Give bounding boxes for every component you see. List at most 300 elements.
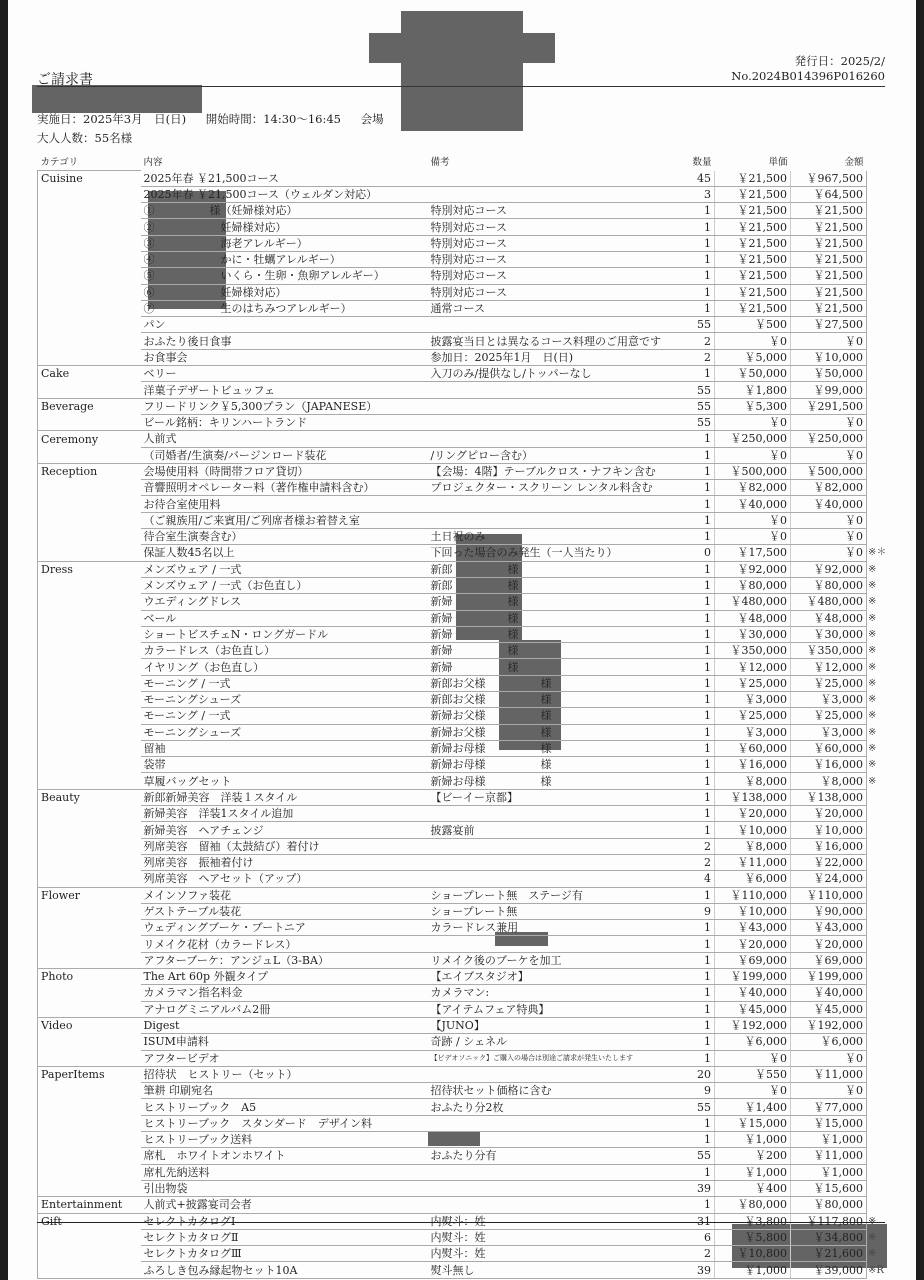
amount-cell (791, 300, 867, 316)
content-cell: ISUM申請料 (141, 1034, 428, 1050)
price-cell: ￥20,000 (715, 936, 791, 952)
amount-cell (791, 594, 877, 610)
note-cell: 披露宴当日とは異なるコース料理のご用意です (428, 333, 683, 349)
qty-cell: 1 (683, 1050, 715, 1066)
table-row (38, 985, 867, 1001)
amount-value: ￥11,000 (813, 1067, 863, 1081)
price-cell: ￥0 (715, 447, 791, 463)
table-row (38, 1197, 867, 1213)
amount-cell (791, 1246, 877, 1262)
amount-cell (791, 659, 877, 675)
amount-value: ￥45,000 (813, 1002, 863, 1016)
price-cell: ￥0 (715, 512, 791, 528)
price-cell: ￥500,000 (715, 463, 791, 479)
qty-cell: 1 (683, 822, 715, 838)
table-row (38, 1050, 867, 1066)
amount-value: ￥6,000 (820, 1035, 863, 1049)
category-cell (38, 1246, 141, 1262)
remark-mark: ※ (868, 628, 877, 640)
content-cell: ベール (141, 610, 428, 626)
amount-value: ￥480,000 (806, 595, 863, 609)
content-cell: 待合室生演奏含む） (141, 529, 428, 545)
header-content: 内容 (143, 157, 163, 169)
category-cell (38, 317, 141, 333)
qty-cell: 1 (683, 659, 715, 675)
table-row (38, 447, 867, 463)
qty-cell: 9 (683, 1083, 715, 1099)
remark-mark: ※ (868, 677, 877, 689)
content-cell: モーニング / 一式 (141, 675, 428, 691)
table-row (38, 251, 867, 267)
amount-cell (791, 952, 867, 968)
table-row (38, 349, 867, 365)
category-cell (38, 186, 141, 202)
table-row (38, 268, 867, 284)
category-cell (38, 1229, 141, 1245)
qty-cell: 2 (683, 349, 715, 365)
note-cell (428, 431, 683, 447)
table-header-row (38, 155, 867, 171)
qty-cell: 1 (683, 1017, 715, 1033)
table-row (38, 480, 867, 496)
content-cell: 新婦美容 ヘアチェンジ (141, 822, 428, 838)
qty-cell: 1 (683, 806, 715, 822)
amount-cell (791, 251, 867, 267)
content-cell: 袋帯 (141, 757, 428, 773)
content-cell: 招待状 ヒストリー（セット） (141, 1066, 428, 1082)
redacted-block (401, 63, 523, 131)
price-cell: ￥200 (715, 1148, 791, 1164)
amount-cell (791, 1066, 867, 1082)
qty-cell: 1 (683, 577, 715, 593)
price-cell: ￥1,000 (715, 1132, 791, 1148)
amount-cell (791, 284, 867, 300)
content-cell: アフタービデオ (141, 1050, 428, 1066)
content-cell: フリードリンク￥5,300プラン（JAPANESE） (141, 398, 428, 414)
note-cell (428, 382, 683, 398)
amount-value: ￥0 (845, 416, 863, 430)
note-cell: 特別対応コース (428, 235, 683, 251)
category-cell (38, 1148, 141, 1164)
invoice-table (37, 155, 887, 1279)
amount-cell (791, 610, 877, 626)
price-cell: ￥1,000 (715, 1164, 791, 1180)
amount-value: ￥16,000 (813, 758, 863, 772)
amount-value: ￥60,000 (813, 742, 863, 756)
price-cell: ￥5,800 (715, 1229, 791, 1245)
amount-value: ￥0 (845, 334, 863, 348)
content-cell: ② 妊婦様対応） (141, 219, 428, 235)
content-cell: ③ 海老アレルギー） (141, 235, 428, 251)
qty-cell: 4 (683, 871, 715, 887)
price-cell: ￥0 (715, 333, 791, 349)
amount-value: ￥21,500 (813, 236, 863, 250)
category-cell (38, 838, 141, 854)
category-cell (38, 545, 141, 561)
amount-cell (791, 1197, 867, 1213)
amount-value: ￥20,000 (813, 937, 863, 951)
price-cell: ￥400 (715, 1180, 791, 1196)
content-cell: カメラマン指名料金 (141, 985, 428, 1001)
qty-cell: 1 (683, 1132, 715, 1148)
table-row (38, 920, 867, 936)
amount-value: ￥21,500 (813, 220, 863, 234)
price-cell: ￥92,000 (715, 561, 791, 577)
amount-cell (791, 512, 867, 528)
category-cell (38, 952, 141, 968)
table-body (38, 171, 887, 1279)
document-title: ご請求書 (37, 72, 93, 88)
category-cell: Beverage (38, 398, 141, 414)
table-row (38, 1246, 867, 1262)
remark-mark: ※ (868, 563, 877, 575)
qty-cell: 2 (683, 333, 715, 349)
qty-cell: 1 (683, 529, 715, 545)
amount-value: ￥99,000 (813, 383, 863, 397)
amount-cell (791, 480, 867, 496)
table-row (38, 1262, 867, 1278)
table-row (38, 333, 867, 349)
header-category: カテゴリ (40, 157, 79, 168)
amount-value: ￥11,000 (813, 1149, 863, 1163)
qty-cell: 1 (683, 1197, 715, 1213)
note-cell: 新婦 様 (428, 594, 683, 610)
table-row (38, 171, 867, 187)
category-cell (38, 1034, 141, 1050)
table-row (38, 512, 867, 528)
amount-cell (791, 366, 867, 382)
price-cell: ￥0 (715, 1050, 791, 1066)
amount-value: ￥1,000 (820, 1133, 863, 1147)
qty-cell: 6 (683, 1229, 715, 1245)
amount-value: ￥110,000 (806, 888, 863, 902)
amount-value: ￥3,000 (820, 693, 863, 707)
category-cell (38, 414, 141, 430)
content-cell: Digest (141, 1017, 428, 1033)
note-cell: 【ビーイー京都】 (428, 789, 683, 805)
note-cell: リメイク後のブーケを加工 (428, 952, 683, 968)
amount-cell (791, 268, 867, 284)
table-row (38, 496, 867, 512)
price-cell: ￥5,000 (715, 349, 791, 365)
category-cell (38, 1083, 141, 1099)
table-row (38, 1034, 867, 1050)
header-qty: 数量 (692, 157, 712, 169)
amount-cell (791, 969, 867, 985)
qty-cell: 1 (683, 969, 715, 985)
category-cell (38, 268, 141, 284)
note-cell (428, 414, 683, 430)
remark-mark: ※ (868, 661, 877, 673)
table-row (38, 594, 867, 610)
category-cell: Dress (38, 561, 141, 577)
category-cell: Gift (38, 1213, 141, 1229)
qty-cell: 1 (683, 431, 715, 447)
category-cell (38, 871, 141, 887)
amount-value: ￥0 (845, 513, 863, 527)
note-cell (428, 1115, 683, 1131)
table-row (38, 692, 867, 708)
note-cell: 内熨斗：姓 (428, 1229, 683, 1245)
table-row (38, 789, 867, 805)
issue-date: 発行日：2025/2/ (794, 54, 885, 68)
content-cell: 保証人数45名以上 (141, 545, 428, 561)
content-cell: 列席美容 留袖（太鼓結び）着付け (141, 838, 428, 854)
remark-mark: ※ (868, 1231, 877, 1243)
category-cell (38, 1001, 141, 1017)
qty-cell: 1 (683, 561, 715, 577)
note-cell (428, 838, 683, 854)
note-cell: 下回った場合のみ発生（一人当たり） (428, 545, 683, 561)
qty-cell: 55 (683, 414, 715, 430)
table-row (38, 577, 867, 593)
price-cell: ￥21,500 (715, 300, 791, 316)
content-cell: ヒストリーブック A5 (141, 1099, 428, 1115)
qty-cell: 2 (683, 854, 715, 870)
qty-cell: 1 (683, 594, 715, 610)
amount-cell (791, 789, 867, 805)
table-row (38, 545, 867, 561)
note-cell: 新婦お母様 様 (428, 757, 683, 773)
amount-value: ￥40,000 (813, 986, 863, 1000)
table-row (38, 561, 867, 577)
qty-cell: 0 (683, 545, 715, 561)
amount-value: ￥12,000 (813, 660, 863, 674)
start-time: 開始時間：14:30～16:45 (205, 112, 342, 126)
remark-mark: ※ (868, 596, 877, 608)
amount-cell (791, 626, 877, 642)
category-cell (38, 854, 141, 870)
category-cell (38, 822, 141, 838)
table-row (38, 757, 867, 773)
category-cell (38, 626, 141, 642)
amount-value: ￥21,500 (813, 302, 863, 316)
amount-value: ￥25,000 (813, 709, 863, 723)
price-cell: ￥6,000 (715, 1034, 791, 1050)
amount-cell (791, 692, 877, 708)
amount-cell (791, 936, 867, 952)
amount-value: ￥117,800 (806, 1214, 863, 1228)
price-cell: ￥6,000 (715, 871, 791, 887)
amount-cell (791, 740, 877, 756)
category-cell (38, 903, 141, 919)
content-cell: ④ かに・牡蠣アレルギー） (141, 251, 428, 267)
category-cell (38, 936, 141, 952)
price-cell: ￥0 (715, 414, 791, 430)
content-cell: リメイク花材（カラードレス） (141, 936, 428, 952)
price-cell: ￥30,000 (715, 626, 791, 642)
table-row (38, 300, 867, 316)
amount-cell (791, 1017, 867, 1033)
content-cell: ⑥ 妊婦様対応） (141, 284, 428, 300)
qty-cell: 1 (683, 643, 715, 659)
amount-cell (791, 1229, 877, 1245)
note-cell: おふたり分2枚 (428, 1099, 683, 1115)
note-cell (428, 512, 683, 528)
table-row (38, 463, 867, 479)
price-cell: ￥12,000 (715, 659, 791, 675)
category-cell (38, 203, 141, 219)
table-row (38, 854, 867, 870)
qty-cell: 1 (683, 251, 715, 267)
price-cell: ￥25,000 (715, 675, 791, 691)
amount-cell (791, 561, 877, 577)
price-cell: ￥0 (715, 1083, 791, 1099)
content-cell: メインソファ装花 (141, 887, 428, 903)
header-note: 備考 (430, 157, 450, 169)
note-cell: 熨斗無し (428, 1262, 683, 1278)
note-cell: 新郎 様 (428, 561, 683, 577)
amount-value: ￥25,000 (813, 676, 863, 690)
category-cell (38, 251, 141, 267)
category-cell (38, 773, 141, 789)
amount-cell (791, 398, 867, 414)
qty-cell: 1 (683, 512, 715, 528)
amount-value: ￥64,500 (813, 187, 863, 201)
amount-value: ￥8,000 (820, 774, 863, 788)
price-cell: ￥40,000 (715, 496, 791, 512)
table-row (38, 1229, 867, 1245)
note-cell (428, 317, 683, 333)
note-cell: 内熨斗：姓 (428, 1246, 683, 1262)
price-cell: ￥350,000 (715, 643, 791, 659)
amount-cell (791, 871, 867, 887)
qty-cell: 1 (683, 463, 715, 479)
qty-cell: 1 (683, 952, 715, 968)
remark-mark: ※＊ (868, 547, 887, 559)
qty-cell: 55 (683, 398, 715, 414)
amount-value: ￥350,000 (806, 644, 863, 658)
content-cell: モーニング / 一式 (141, 708, 428, 724)
redacted-block (401, 11, 523, 33)
table-row (38, 610, 867, 626)
note-cell: 通常コース (428, 300, 683, 316)
content-cell: 列席美容 振袖着付け (141, 854, 428, 870)
amount-value: ￥16,000 (813, 839, 863, 853)
qty-cell: 3 (683, 186, 715, 202)
qty-cell: 1 (683, 268, 715, 284)
amount-value: ￥39,000 (813, 1263, 863, 1277)
remark-mark: ※ (868, 1215, 877, 1227)
amount-cell (791, 1180, 867, 1196)
amount-cell (791, 806, 867, 822)
note-cell (428, 1197, 683, 1213)
content-cell: ウェディングブーケ・ブートニア (141, 920, 428, 936)
price-cell: ￥11,000 (715, 854, 791, 870)
qty-cell: 1 (683, 626, 715, 642)
note-cell: 特別対応コース (428, 251, 683, 267)
amount-cell (791, 838, 867, 854)
price-cell: ￥10,000 (715, 903, 791, 919)
note-cell: 特別対応コース (428, 268, 683, 284)
price-cell: ￥48,000 (715, 610, 791, 626)
price-cell: ￥15,000 (715, 1115, 791, 1131)
qty-cell: 1 (683, 447, 715, 463)
category-cell (38, 235, 141, 251)
note-cell (428, 1132, 683, 1148)
content-cell: 新郎新婦美容 洋装１スタイル (141, 789, 428, 805)
note-cell: 新婦 様 (428, 659, 683, 675)
content-cell: 草履バッグセット (141, 773, 428, 789)
content-cell: ⑦ 生のはちみつアレルギー） (141, 300, 428, 316)
table-row (38, 284, 867, 300)
qty-cell: 1 (683, 773, 715, 789)
table-row (38, 643, 867, 659)
category-cell (38, 333, 141, 349)
amount-value: ￥30,000 (813, 627, 863, 641)
amount-cell (791, 219, 867, 235)
table-row (38, 1001, 867, 1017)
price-cell: ￥21,500 (715, 235, 791, 251)
category-cell: Cake (38, 366, 141, 382)
note-cell: 新婦 様 (428, 626, 683, 642)
content-cell: （司婚者/生演奏/バージンロード装花 (141, 447, 428, 463)
price-cell: ￥21,500 (715, 251, 791, 267)
price-cell: ￥21,500 (715, 203, 791, 219)
amount-cell (791, 903, 867, 919)
price-cell: ￥45,000 (715, 1001, 791, 1017)
qty-cell: 1 (683, 936, 715, 952)
category-cell (38, 1164, 141, 1180)
amount-cell (791, 171, 867, 187)
note-cell (428, 936, 683, 952)
remark-mark: ※ (868, 612, 877, 624)
qty-cell: 1 (683, 887, 715, 903)
amount-cell (791, 349, 867, 365)
amount-value: ￥250,000 (806, 432, 863, 446)
content-cell: ウエディングドレス (141, 594, 428, 610)
qty-cell: 1 (683, 496, 715, 512)
category-cell: Photo (38, 969, 141, 985)
table-row (38, 1066, 867, 1082)
content-cell: 留袖 (141, 740, 428, 756)
amount-value: ￥15,600 (813, 1182, 863, 1196)
category-cell (38, 382, 141, 398)
category-cell (38, 300, 141, 316)
table-row (38, 366, 867, 382)
table-row (38, 1132, 867, 1148)
qty-cell: 1 (683, 708, 715, 724)
content-cell: 引出物袋 (141, 1180, 428, 1196)
content-cell: おふたり後日食事 (141, 333, 428, 349)
content-cell: メンズウェア / 一式 (141, 561, 428, 577)
table-row (38, 952, 867, 968)
content-cell: 列席美容 ヘアセット（アップ） (141, 871, 428, 887)
price-cell: ￥10,800 (715, 1246, 791, 1262)
qty-cell: 1 (683, 985, 715, 1001)
price-cell: ￥20,000 (715, 806, 791, 822)
content-cell: お食事会 (141, 349, 428, 365)
content-cell: ふろしき包み縁起物セット10A (141, 1262, 428, 1278)
table-row (38, 740, 867, 756)
qty-cell: 1 (683, 235, 715, 251)
amount-cell (791, 496, 867, 512)
price-cell: ￥10,000 (715, 822, 791, 838)
table-row (38, 414, 867, 430)
category-cell (38, 1132, 141, 1148)
category-cell (38, 757, 141, 773)
note-cell: 新郎お父様 様 (428, 675, 683, 691)
content-cell: 席札 ホワイトオンホワイト (141, 1148, 428, 1164)
note-cell: 新婦 様 (428, 610, 683, 626)
table-row (38, 838, 867, 854)
note-cell: 新婦お父様 様 (428, 708, 683, 724)
content-cell: ① 様（妊婦様対応） (141, 203, 428, 219)
amount-cell (791, 985, 867, 1001)
amount-cell (791, 773, 877, 789)
content-cell: 人前式 (141, 431, 428, 447)
category-cell (38, 219, 141, 235)
